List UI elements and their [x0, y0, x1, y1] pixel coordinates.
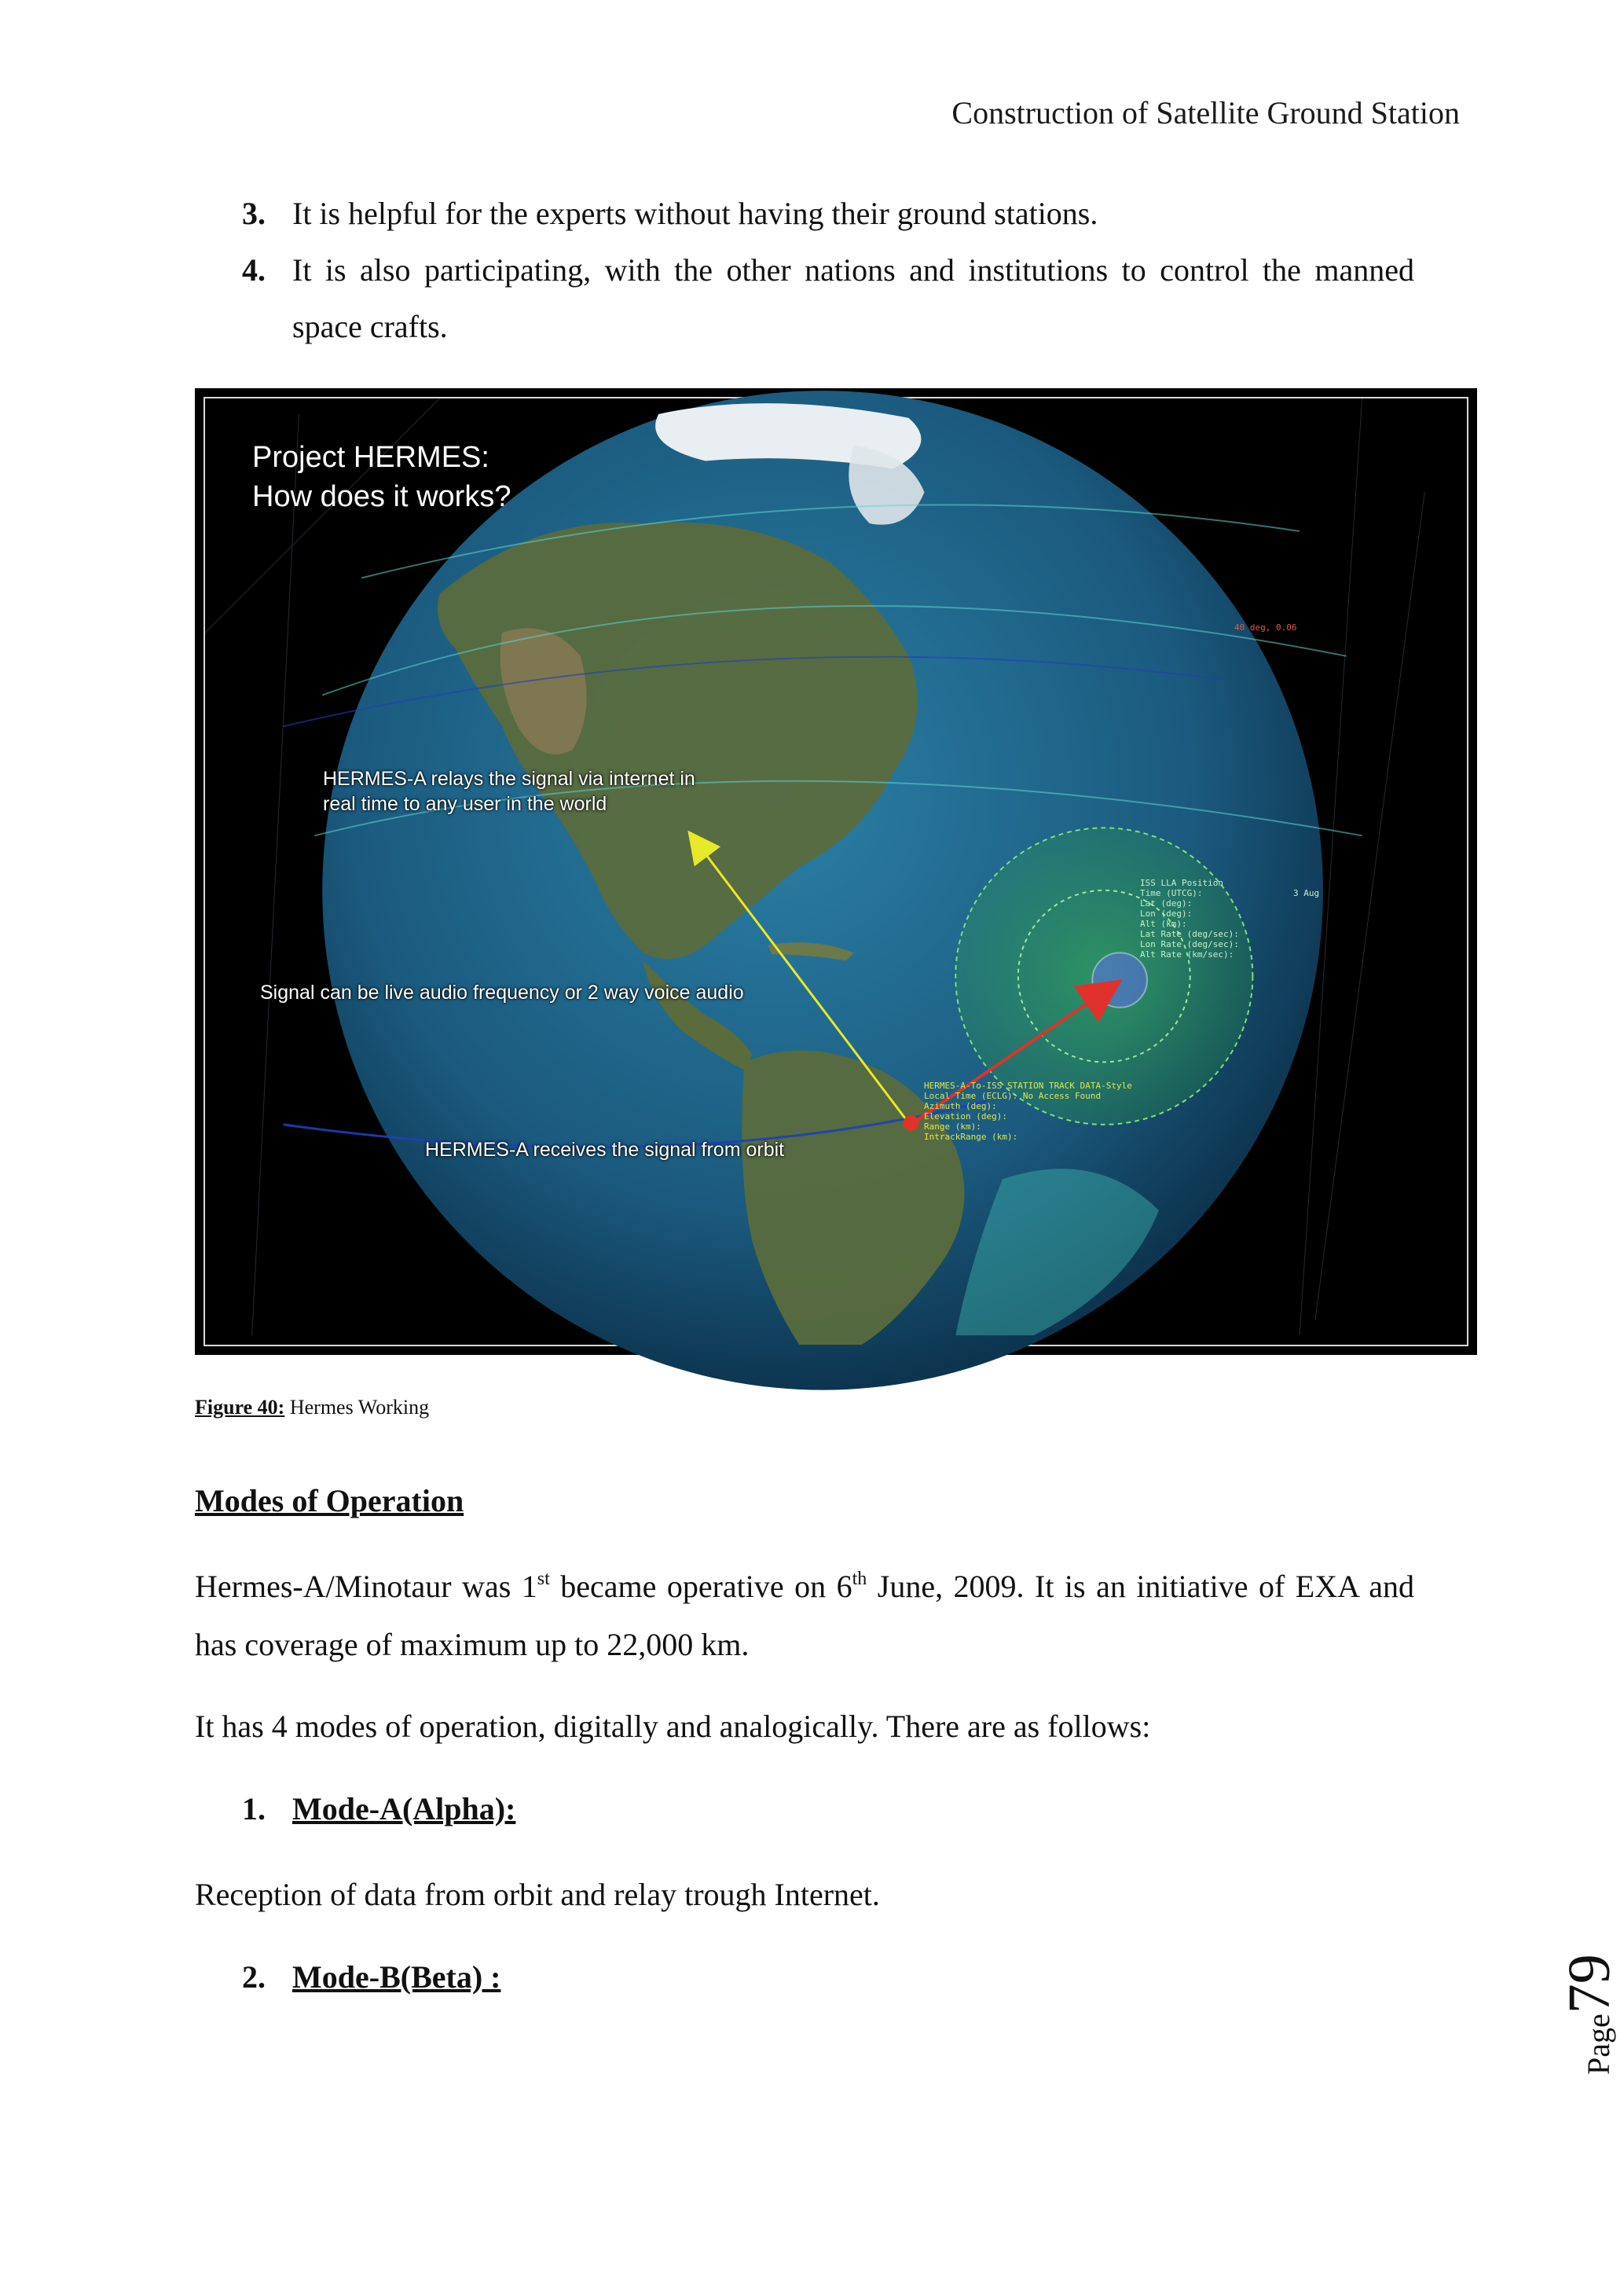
hud-degree-readout: 40 deg, 0.06	[1234, 622, 1297, 633]
figure-title	[252, 438, 511, 516]
mode-item-b	[242, 1958, 500, 1995]
receive-label: HERMES-A receives the signal from orbit	[425, 1139, 785, 1161]
superscript: th	[852, 1569, 867, 1589]
hud-line: Local Time (ECLG): No Access Found	[924, 1091, 1102, 1101]
paragraph-modes: It has 4 modes of operation, digitally and analogically. There are as follows:	[195, 1709, 1151, 1744]
signal-label: Signal can be live audio frequency or 2 way voice audio	[260, 982, 744, 1004]
hud-line: Alt Rate (km/sec):	[1140, 949, 1234, 960]
mode-name: Mode-B(Beta) :	[292, 1959, 501, 1995]
paragraph-intro	[195, 1558, 1414, 1674]
page-number-value: 79	[1556, 1954, 1622, 2014]
globe-illustration	[205, 398, 1467, 1345]
hud-line: Lon Rate (deg/sec):	[1140, 939, 1239, 949]
hud-line: ISS LLA Position	[1140, 878, 1223, 888]
hud-iss-position	[1140, 878, 1239, 960]
list-item-text: It is also participating, with the other nations and institutions to control the manned space crafts.	[292, 252, 1414, 344]
section-heading: Modes of Operation	[195, 1483, 464, 1518]
list-item-number: 3.	[242, 196, 266, 231]
page-number	[1556, 1954, 1624, 2075]
superscript: st	[537, 1569, 550, 1589]
hud-line: Lat (deg):	[1140, 898, 1193, 909]
hud-line: Range (km):	[924, 1121, 981, 1132]
running-header: Construction of Satellite Ground Station	[951, 95, 1460, 130]
hud-line: IntrackRange (km):	[924, 1132, 1018, 1142]
page-word: Page	[1581, 2014, 1616, 2075]
figure-image	[203, 397, 1468, 1346]
caption-text: Hermes Working	[284, 1396, 430, 1419]
hud-line: Lon (deg):	[1140, 909, 1193, 919]
list-item	[196, 242, 1414, 355]
figure-caption	[195, 1396, 429, 1419]
list-item	[196, 185, 1414, 242]
list-item-text: It is helpful for the experts without having their ground stations.	[292, 196, 1098, 231]
hud-line: Alt (km):	[1140, 919, 1187, 929]
relay-label: HERMES-A relays the signal via internet in real time to any user in the world	[323, 768, 695, 815]
mode-number: 2.	[242, 1959, 266, 1995]
figure-title-line: How does it works?	[252, 480, 511, 513]
hud-track-data	[924, 1081, 1132, 1142]
caption-label: Figure 40:	[195, 1396, 285, 1419]
para-text: became operative on 6	[549, 1569, 852, 1604]
figure-hermes	[195, 388, 1477, 1355]
list-item-number: 4.	[242, 252, 266, 288]
hud-line: Lat Rate (deg/sec):	[1140, 929, 1239, 939]
mode-a-description: Reception of data from orbit and relay trough Internet.	[195, 1877, 880, 1912]
hud-line: Time (UTCG):	[1140, 888, 1203, 898]
hud-line: HERMES-A-To-ISS STATION TRACK DATA-Style	[924, 1081, 1132, 1091]
hud-line: Azimuth (deg):	[924, 1101, 997, 1111]
mode-number: 1.	[242, 1791, 266, 1826]
numbered-list-top	[196, 185, 1414, 355]
hud-line: Elevation (deg):	[924, 1111, 1007, 1121]
figure-title-line: Project HERMES:	[252, 441, 489, 474]
ground-station-marker	[904, 1115, 919, 1131]
hud-iss-date: 3 Aug	[1293, 888, 1320, 898]
mode-name: Mode-A(Alpha):	[292, 1791, 516, 1826]
para-text: June, 2009. It is an initiative of EXA and has coverage of maximum up to 22,000 km.	[195, 1569, 1415, 1662]
para-text: Hermes-A/Minotaur was 1	[195, 1569, 537, 1604]
mode-item-a	[242, 1790, 515, 1827]
